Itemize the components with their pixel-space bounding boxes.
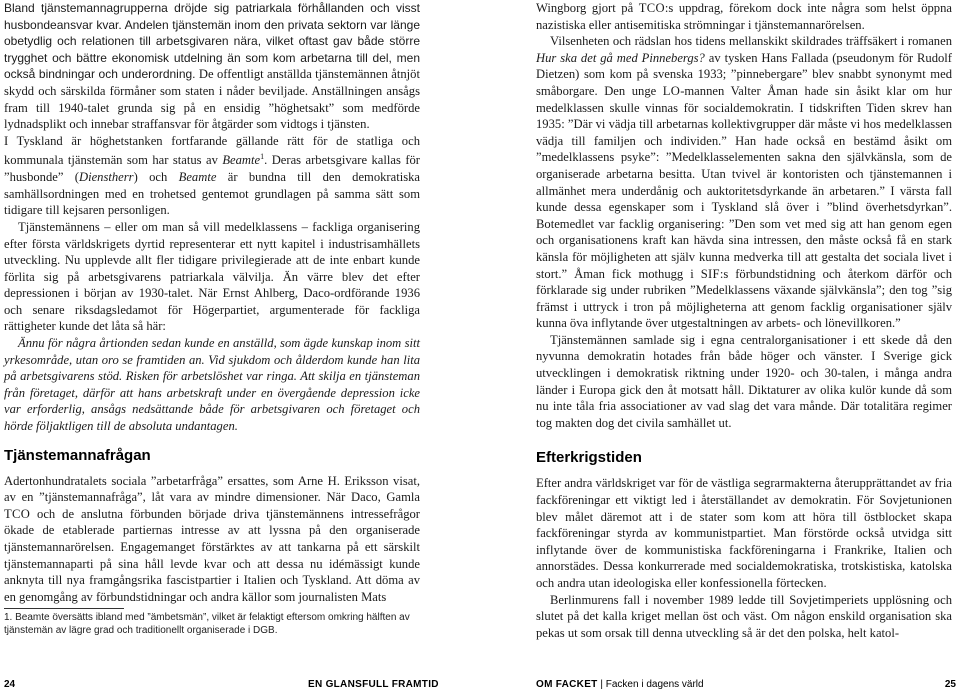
running-title-right-section: OM FACKET bbox=[536, 679, 598, 690]
acronym-tco-right: TCO bbox=[638, 1, 665, 15]
acronym-tco: TCO bbox=[4, 506, 31, 521]
left-paragraph-1c-text: Anställningen ansågs fram till 1940-talet grunda sig på en ensidig ”höghetsakt” som medförde lydnadsplikt och innebar straffansvar för åtgärder som vidtogs i tjänsten. bbox=[4, 83, 420, 132]
section-heading-tjanstemannafragan: Tjänstemannafrågan bbox=[4, 446, 151, 464]
left-paragraph-3: Tjänstemännens – eller om man så vill medelklassens – fackliga organisering efter första världskrigets dyrtid representerar ett nytt kapitel i industrisamhällets utveckling. Nu upplevde allt fler tidigare privilegierade att de inte enbart kunde förlita sig på arbetsgivarens patriarkala välvilja. Än värre blev det efter depressionen i början av 1930-talet. När Ernst Ahlberg, Daco-ordförande 1936 och senare riksdagsledamot för Högerpartiet, argumenterade för fackliga rättigheter kunde det låta så här: bbox=[4, 219, 420, 334]
left-paragraph-1-text: Bland tjänstemannagrupperna dröjde sig patriarkala förhållanden och visst husbondeansvar kvar. Andelen tjänstemän inom den privata sektorn var länge obetydlig och relationen till arbetsgivaren nära, vilket oftast gav både större trygghet och bättre ekonomisk utdelning än som kom arbetarna till del, men också bindningar och underordning. bbox=[4, 1, 420, 82]
running-title-right bbox=[536, 679, 704, 691]
right-paragraph-1 bbox=[536, 0, 952, 33]
right-paragraph-1-text-b: :s uppdrag, förekom dock inte några som helst öppna nazistiska eller antisemitiska strömningar i tjänstemannarörelsen. bbox=[536, 1, 952, 32]
right-paragraph-2-text-b: av tysken Hans Fallada (pseudonym för Rudolf Dietzen) som kom på svenska 1933; ”pinnebergare” blev snabbt synonymt med småborgare. Den unge bbox=[536, 50, 952, 98]
right-paragraph-4: Efter andra världskriget var för de västliga segrarmakterna återupprättandet av fria fackföreningar ett viktigt led i återställandet av demokratin. För Sovjetunionen blev målet däremot att i de stater som kom att höra till östblocket skapa fackföreningar styrda av kommunistpartiet. Man förstörde också utvidga sitt inflytande över de kommunistiska fackföreningarna i Frankrike, Italien och annorstädes. Dessa konkurrerade med socialdemokratiska, trotskistiska, katolska och andra utan ideologiska eller konfessionella förtecken. bbox=[536, 476, 952, 590]
left-paragraph-2-text-b: . Deras arbetsgivare kallas för ”husbonde” ( bbox=[4, 153, 420, 185]
left-paragraph-2 bbox=[4, 133, 420, 219]
term-beamte: Beamte bbox=[222, 153, 261, 168]
section-heading-efterkrigstiden: Efterkrigstiden bbox=[536, 449, 642, 467]
running-title-right-subtitle: | Facken i dagens värld bbox=[600, 679, 704, 690]
page-number-left: 24 bbox=[4, 679, 16, 690]
book-title: Hur ska det gå med Pinnebergs? bbox=[536, 50, 705, 65]
left-paragraph-1 bbox=[4, 0, 420, 133]
left-paragraph-2-text-a: I Tyskland är höghetstanken fortfarande gällande rätt för de statliga och kommunala tjänstemän som har status av bbox=[4, 133, 420, 168]
running-title-left: EN GLANSFULL FRAMTID bbox=[308, 679, 439, 690]
term-dienstherr: Dienstherr bbox=[79, 170, 134, 185]
footnote-marker: 1 bbox=[260, 152, 265, 162]
footnote: 1. Beamte översätts ibland med ”ämbetsmän”, vilket är felaktigt eftersom omkring hälften av tjänstemän av lägre grad och traditionellt organiserade i DGB. bbox=[4, 612, 410, 636]
term-beamte-2: Beamte bbox=[178, 170, 217, 185]
right-paragraph-2-text-c: -mannen Valter Åman hade sin åsikt klar om hur medelklassen skulle vinnas för socialdemokratin. I tidskriften Tiden skrev han 1935: ”Där vi vädja till arbetarnas kollektivgrupper där måste vi hos medelklassen vädja till familjen och individen.” Han hade också en bestämd åsikt om ”medelklassens psyke”: ”Medelklasselementen sakna den självkänsla, som de organiserade arbetarna besitta. Utan tvivel är kontoristen och tjänstemannen i allmänhet mera underdånig och auktoritetsdyrkande än arbetaren.” I värsta fall kunde dessa egenskaper som i Tyskland slå över i ”blind överhetsdyrkan”. Botemedlet var facklig organisering: ”Den som vet med sig att han genom egen och organisationens kraft kan hävda sina intressen, den måste också få en stark känsla för möjligheten att själv kunna medverka till att gestalta det sociala livet i stort.” Åman fick mothugg i bbox=[536, 83, 952, 281]
acronym-lo: LO bbox=[662, 83, 681, 98]
right-paragraph-2-text-d: :s förbundstidning och återkom därför och förklarade sig under rubriken ”Medelklassens växande självkänsla”; den tog ”sig främst i uttryck i tron på möjligheterna att genom facklig organisationer själv kunna öva inflytande över utgestaltningen av arbets- och lönevillkoren.” bbox=[536, 266, 953, 331]
left-column bbox=[4, 0, 420, 605]
right-paragraph-5: Berlinmurens fall i november 1989 ledde till Sovjetimperiets upplösning och slutet på det kalla kriget mellan öst och väst. Om någon enskild organisation ska pekas ut som orsak till denna utveckling så är det den polska, helt katol- bbox=[536, 592, 952, 640]
page-number-right: 25 bbox=[944, 679, 956, 690]
left-paragraph-1b-text: De offentligt anställda tjänstemännen åtnjöt skydd och särskilda förmåner som staten i nåder beviljade. bbox=[4, 67, 420, 98]
block-quote: Ännu för några årtionden sedan kunde en anställd, som ägde kunskap inom sitt yrkesområde, utan oro se framtiden an. Vid sjukdom och ålderdom kunde han lita på arbetsgivarens stöd. Risken för arbetslöshet var ringa. Att skilja en tjänsteman från företaget, därför att hans arbetskraft under en övergående depression icke var erforderlig, ansågs nedsättande både för arbetsgivaren och företaget och hörde följaktligen till de absoluta undantagen. bbox=[4, 336, 420, 434]
right-paragraph-3: Tjänstemännen samlade sig i egna centralorganisationer i ett skede då den nyvunna demokratin hotades från både höger och vänster. I Sverige gick utvecklingen i demokratisk riktning under 1920- och 30-talen, i många andra länder i Europa gick den åt motsatt håll. Diktaturer av olika kulör kunde då som nu inte tåla fria associationer av vad slag det vara månde. Där totalitära regimer tog makten dog det civila samhället ut. bbox=[536, 332, 952, 430]
acronym-sif: SIF bbox=[700, 266, 720, 281]
right-paragraph-2 bbox=[536, 33, 952, 332]
left-paragraph-2-text-d: är bundna till den demokratiska samhällsordningen med en trohetsed gentemot grundlagen på samma sätt som tidigare till kejsaren personligen. bbox=[4, 170, 420, 218]
right-paragraph-1-text-a: Wingborg gjort på bbox=[536, 1, 634, 15]
footnote-divider bbox=[4, 608, 124, 609]
left-paragraph-4-text-a: Adertonhundratalets sociala ”arbetarfråga” ersattes, som Arne H. Eriksson visat, av en ”tjänstemannafråga”, låt vara av mindre dimensioner. När Daco, Gamla bbox=[4, 473, 420, 505]
left-paragraph-2-text-c: ) och bbox=[133, 170, 168, 185]
right-paragraph-2-text-a: Vilsenheten och rädslan hos tidens mellanskikt skildrades träffsäkert i romanen bbox=[550, 34, 952, 49]
left-paragraph-4-text-b: och de anslutna förbunden började driva tjänstemännens intressefrågor ökade de etablerade partiernas intresse av att lyssna på den organiserade tjänstemannarörelsen. Engagemanget förstärktes av att tankarna på ett särskilt tjänstemannaparti på sina håll levde kvar och att dessa nu idémässigt kunde anknyta till nya framgångsrika fascistpartier i Italien och Tyskland. Att döma av en genomgång av förbundstidningar och andra källor som journalisten Mats bbox=[4, 506, 420, 604]
left-paragraph-4 bbox=[4, 473, 420, 606]
right-column bbox=[536, 0, 952, 641]
